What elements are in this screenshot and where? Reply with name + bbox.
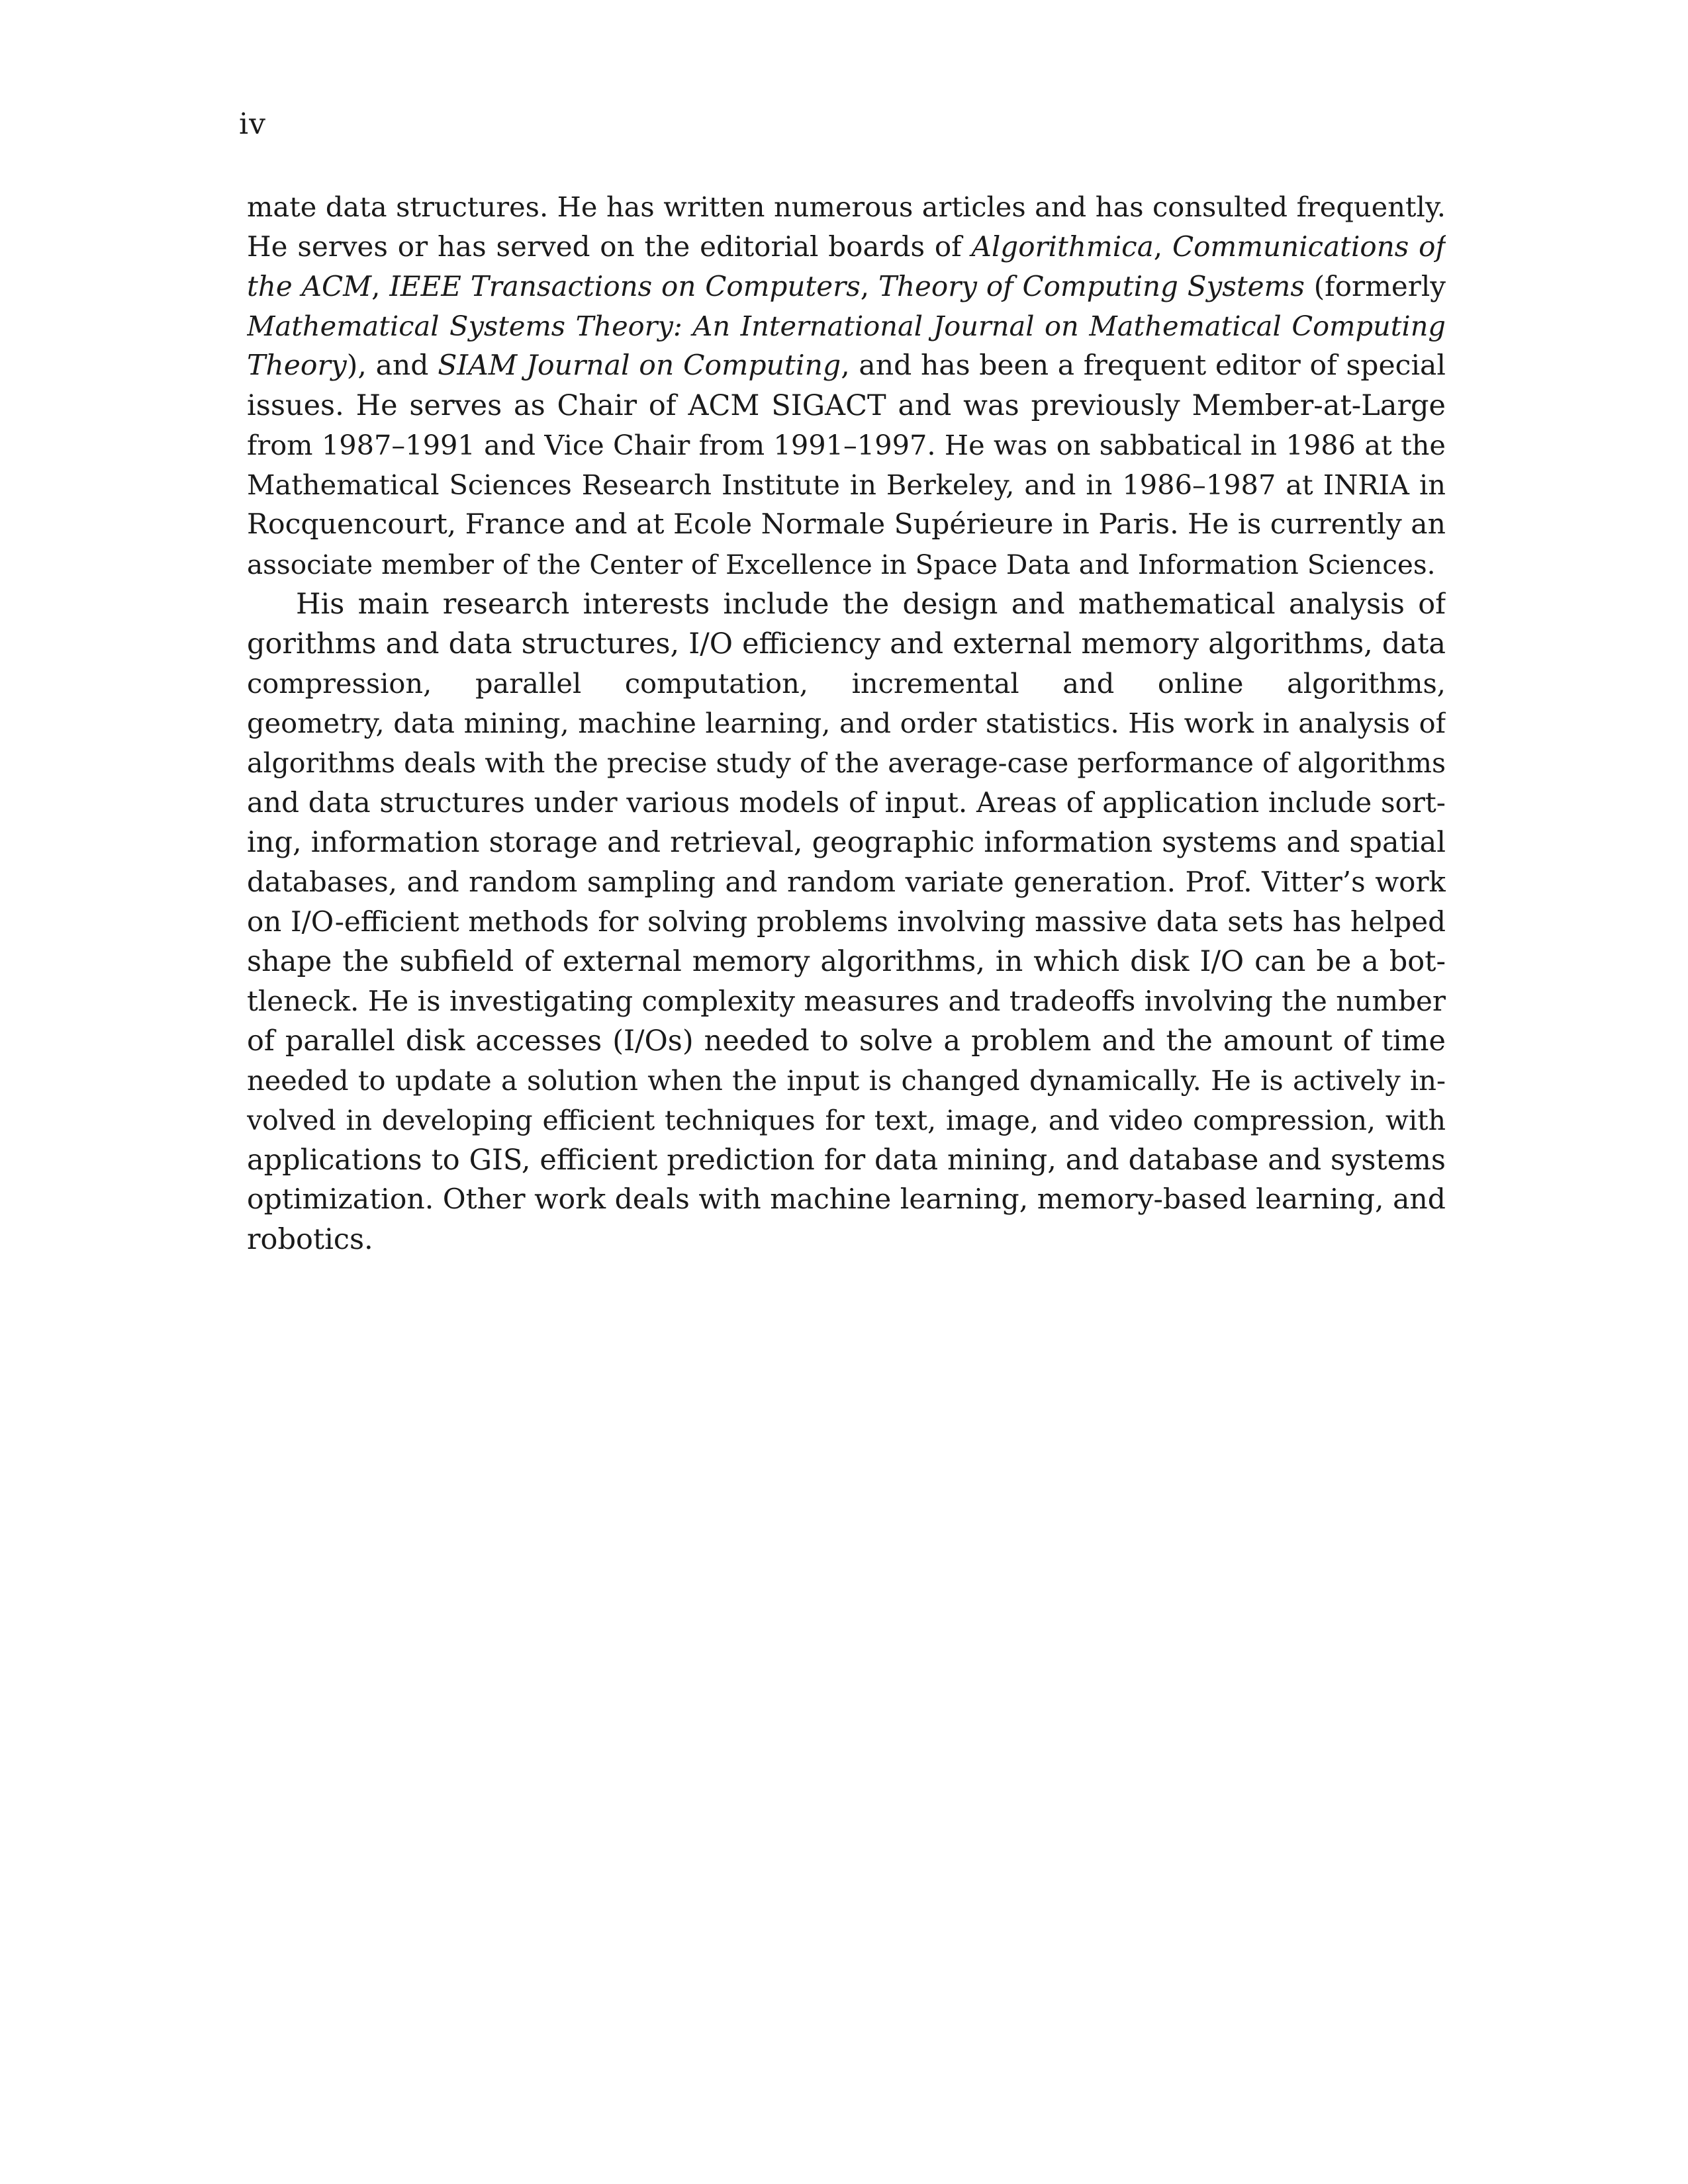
text-line [247, 823, 1446, 862]
text-run: optimization. Other work deals with machine learning, memory-based learning, and [247, 1183, 1446, 1216]
journal-title: SIAM Journal on Computing [438, 349, 841, 382]
text-line [247, 267, 1446, 306]
text-line [247, 386, 1446, 426]
paragraph-1 [247, 187, 1446, 584]
text-line [247, 346, 1446, 386]
text-run: volved in developing efficient techniques for text, image, and video compression, with [247, 1105, 1446, 1136]
paragraph-2 [247, 584, 1446, 1259]
text-run: algorithms deals with the precise study of the average-case performance of algorithms [247, 747, 1446, 779]
text-line [247, 981, 1446, 1021]
journal-title: the ACM [247, 270, 372, 302]
text-run: on I/O-efficient methods for solving problems involving massive data sets has helped [247, 905, 1446, 938]
text-run: compression, parallel computation, incremental and online algorithms, [247, 667, 1446, 700]
text-run: , [860, 270, 878, 302]
text-line [247, 1101, 1446, 1140]
text-line [247, 1140, 1446, 1180]
text-run: He serves or has served on the editorial boards of [247, 230, 972, 263]
text-line [247, 902, 1446, 942]
text-line [247, 704, 1446, 743]
text-run: , [1153, 230, 1172, 263]
text-run: issues. He serves as Chair of ACM SIGACT and was previously Member-at-Large [247, 389, 1446, 422]
text-line [247, 426, 1446, 465]
journal-title: Theory of Computing Systems [878, 270, 1305, 302]
text-line [247, 942, 1446, 981]
journal-title: IEEE Transactions on Computers [389, 270, 861, 302]
text-line [247, 306, 1446, 346]
text-run: Rocquencourt, France and at Ecole Normale Supérieure in Paris. He is currently an [247, 508, 1446, 541]
text-line [247, 465, 1446, 505]
text-line [247, 1061, 1446, 1101]
journal-title: Theory [247, 349, 347, 382]
text-run: from 1987–1991 and Vice Chair from 1991–1997. He was on sabbatical in 1986 at the [247, 429, 1446, 461]
text-line [247, 862, 1446, 902]
text-run: associate member of the Center of Excellence in Space Data and Information Sciences. [247, 549, 1436, 580]
text-run: His main research interests include the design and mathematical analysis of [296, 588, 1446, 621]
text-line [247, 783, 1446, 823]
text-run: of parallel disk accesses (I/Os) needed to solve a problem and the amount of time [247, 1024, 1446, 1058]
text-run: ing, information storage and retrieval, geographic information systems and spatial [247, 826, 1446, 859]
text-run: tleneck. He is investigating complexity measures and tradeoffs involving the number [247, 985, 1446, 1017]
text-run: shape the subfield of external memory algorithms, in which disk I/O can be a bot- [247, 945, 1446, 978]
text-line [247, 505, 1446, 545]
text-run: applications to GIS, efficient prediction for data mining, and database and systems [247, 1144, 1446, 1177]
text-line [247, 743, 1446, 783]
text-line [247, 545, 1446, 584]
text-run: geometry, data mining, machine learning, and order statistics. His work in analysis of [247, 707, 1446, 739]
journal-title: Communications of [1172, 230, 1446, 263]
text-run: robotics. [247, 1223, 373, 1256]
text-line [247, 1180, 1446, 1220]
text-run: gorithms and data structures, I/O efficiency and external memory algorithms, data [247, 627, 1446, 660]
text-run: ), and [346, 349, 438, 382]
text-run: Mathematical Sciences Research Institute in Berkeley, and in 1986–1987 at INRIA in [247, 469, 1446, 501]
text-line [247, 624, 1446, 664]
text-run: mate data structures. He has written numerous articles and has consulted frequently. [247, 191, 1446, 223]
text-run: databases, and random sampling and random variate generation. Prof. Vitter’s work [247, 866, 1446, 898]
text-run: and data structures under various models of input. Areas of application include sort- [247, 786, 1446, 819]
text-run: , and has been a frequent editor of special [841, 349, 1446, 382]
journal-title: Mathematical Systems Theory: An International Journal on Mathematical Computing [247, 310, 1446, 342]
text-line [247, 227, 1446, 267]
text-line [247, 187, 1446, 227]
text-line [247, 1021, 1446, 1061]
page-number: iv [239, 107, 266, 141]
text-run: (formerly [1304, 270, 1446, 302]
text-line [247, 584, 1446, 624]
body-text [247, 187, 1446, 1259]
text-line [247, 664, 1446, 704]
text-run: , [371, 270, 390, 302]
text-line [247, 1220, 1446, 1259]
journal-title: Algorithmica [971, 230, 1154, 263]
text-run: needed to update a solution when the input is changed dynamically. He is actively in- [247, 1064, 1446, 1097]
